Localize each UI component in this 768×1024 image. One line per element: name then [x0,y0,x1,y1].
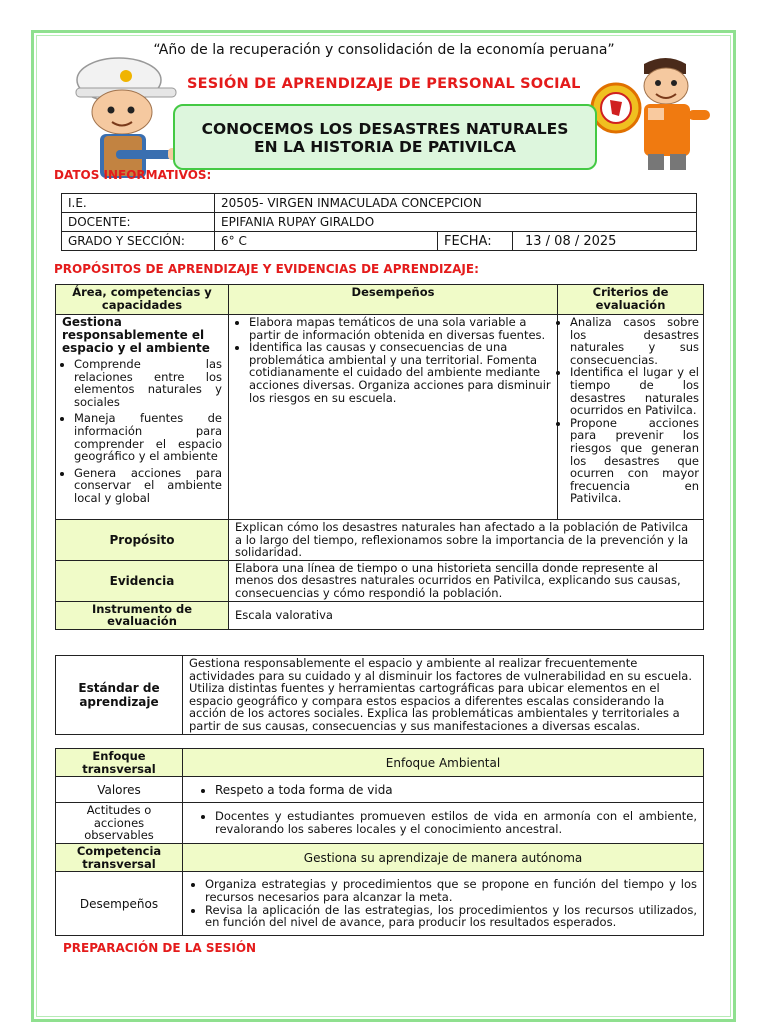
competencia-title: Gestiona responsablemente el espacio y el ambiente [62,315,210,355]
estandar-table [55,655,704,735]
valores-list [189,783,697,797]
capacidad-item: • Comprende las relaciones entre los elementos naturales y sociales [74,358,222,408]
valores-item: • Respeto a toda forma de vida [215,783,697,797]
fecha-value: 13 / 08 / 2025 [513,232,697,251]
evidencia-text: Elabora una línea de tiempo o una historieta sencilla donde represente al menos dos desastres naturales ocurridos en Pativilca, explicando sus causas, consecuencias y cómo respondió la población. [229,560,704,601]
propositos-heading: PROPÓSITOS DE APRENDIZAJE Y EVIDENCIAS DE APRENDIZAJE: [54,262,479,276]
criterio-item: • Analiza casos sobre los desastres naturales y sus consecuencias. [570,316,699,366]
evidencia-label: Evidencia [56,560,229,601]
datos-table [61,193,697,251]
competencia-cell [56,315,229,520]
estandar-label: Estándar de aprendizaje [56,656,183,735]
docente-value: EPIFANIA RUPAY GIRALDO [215,213,697,232]
lesson-title-line2: EN LA HISTORIA DE PATIVILCA [254,138,516,156]
actitudes-item: • Docentes y estudiantes promueven estilos de vida en armonía con el ambiente, revalorando los saberes locales y el conocimiento ancestral. [215,810,697,835]
proposito-label: Propósito [56,520,229,561]
proposito-text: Explican cómo los desastres naturales han afectado a la población de Pativilca a lo largo del tiempo, reflexionamos sobre la importancia de la prevención y la solidaridad. [229,520,704,561]
propositos-table [55,284,704,630]
instrumento-text: Escala valorativa [229,601,704,629]
criterios-list [562,316,699,505]
enfoque-value: Enfoque Ambiental [183,749,704,777]
capacidad-item: • Maneja fuentes de información para comprender el espacio geográfico y el ambiente [74,412,222,462]
instrumento-label: Instrumento de evaluación [56,601,229,629]
civil-defense-worker-illustration [588,50,720,172]
ie-label: I.E. [62,194,215,213]
valores-label: Valores [56,777,183,803]
col-area-header: Área, competencias y capacidades [56,285,229,315]
desempenos-transversal-list [189,878,697,928]
capacidad-item: • Genera acciones para conservar el ambiente local y global [74,467,222,505]
estandar-text: Gestiona responsablemente el espacio y ambiente al realizar frecuentemente actividades para su cuidado y al disminuir los factores de vulnerabilidad en su escuela. Utiliza distintas fuentes y herramientas cartográficas para ubicar elementos en el espacio geográfico y compara estos espacios a diferentes escalas considerando la acción de los actores sociales. Explica las problemáticas ambientales y territoriales a partir de sus causas, consecuencias y sus manifestaciones a diversas escalas. [183,656,704,735]
criterios-cell [558,315,704,520]
desempenos-transversal-label: Desempeños [56,872,183,936]
lesson-title-box [173,104,597,170]
engineer-boy-illustration [64,50,184,178]
criterio-item: • Identifica el lugar y el tiempo de los desastres naturales ocurridos en Pativilca. [570,366,699,416]
col-desempenos-header: Desempeños [229,285,558,315]
preparacion-heading: PREPARACIÓN DE LA SESIÓN [63,941,257,955]
col-criterios-header: Criterios de evaluación [558,285,704,315]
competencia-transversal-value: Gestiona su aprendizaje de manera autónoma [183,843,704,871]
year-motto: “Año de la recuperación y consolidación de la economía peruana” [153,42,615,58]
desempeno-item: • Elabora mapas temáticos de una sola variable a partir de información obtenida en diversas fuentes. [249,316,551,341]
session-title: SESIÓN DE APRENDIZAJE DE PERSONAL SOCIAL [187,76,581,92]
desempenos-cell [229,315,558,520]
desempeno-transversal-item: • Revisa la aplicación de las estrategias, los procedimientos y los recursos utilizados, en función del nivel de avance, para producir los resultados esperados. [205,904,697,929]
grado-label: GRADO Y SECCIÓN: [62,232,215,251]
actitudes-list [189,810,697,835]
docente-label: DOCENTE: [62,213,215,232]
desempenos-list [235,316,551,404]
actitudes-cell [183,803,704,844]
desempenos-transversal-cell [183,872,704,936]
competencia-transversal-label: Competencia transversal [56,843,183,871]
enfoque-label: Enfoque transversal [56,749,183,777]
ie-value: 20505- VIRGEN INMACULADA CONCEPCION [215,194,697,213]
criterio-item: • Propone acciones para prevenir los riesgos que generan los desastres que ocurren con mayor frecuencia en Pativilca. [570,417,699,505]
fecha-label: FECHA: [438,232,513,251]
lesson-title-line1: CONOCEMOS LOS DESASTRES NATURALES [201,120,569,138]
capacidades-list [62,358,222,505]
desempeno-item: • Identifica las causas y consecuencias de una problemática ambiental y una territorial. Fomenta cotidianamente el cuidado del ambiente mediante acciones diversas. Organiza acciones para disminuir los riesgos en su escuela. [249,341,551,404]
actitudes-label: Actitudes o acciones observables [56,803,183,844]
datos-heading: DATOS INFORMATIVOS: [54,168,212,182]
valores-cell [183,777,704,803]
enfoque-table [55,748,704,936]
grado-value: 6° C [215,232,438,251]
desempeno-transversal-item: • Organiza estrategias y procedimientos que se propone en función del tiempo y los recursos necesarios para alcanzar la meta. [205,878,697,903]
